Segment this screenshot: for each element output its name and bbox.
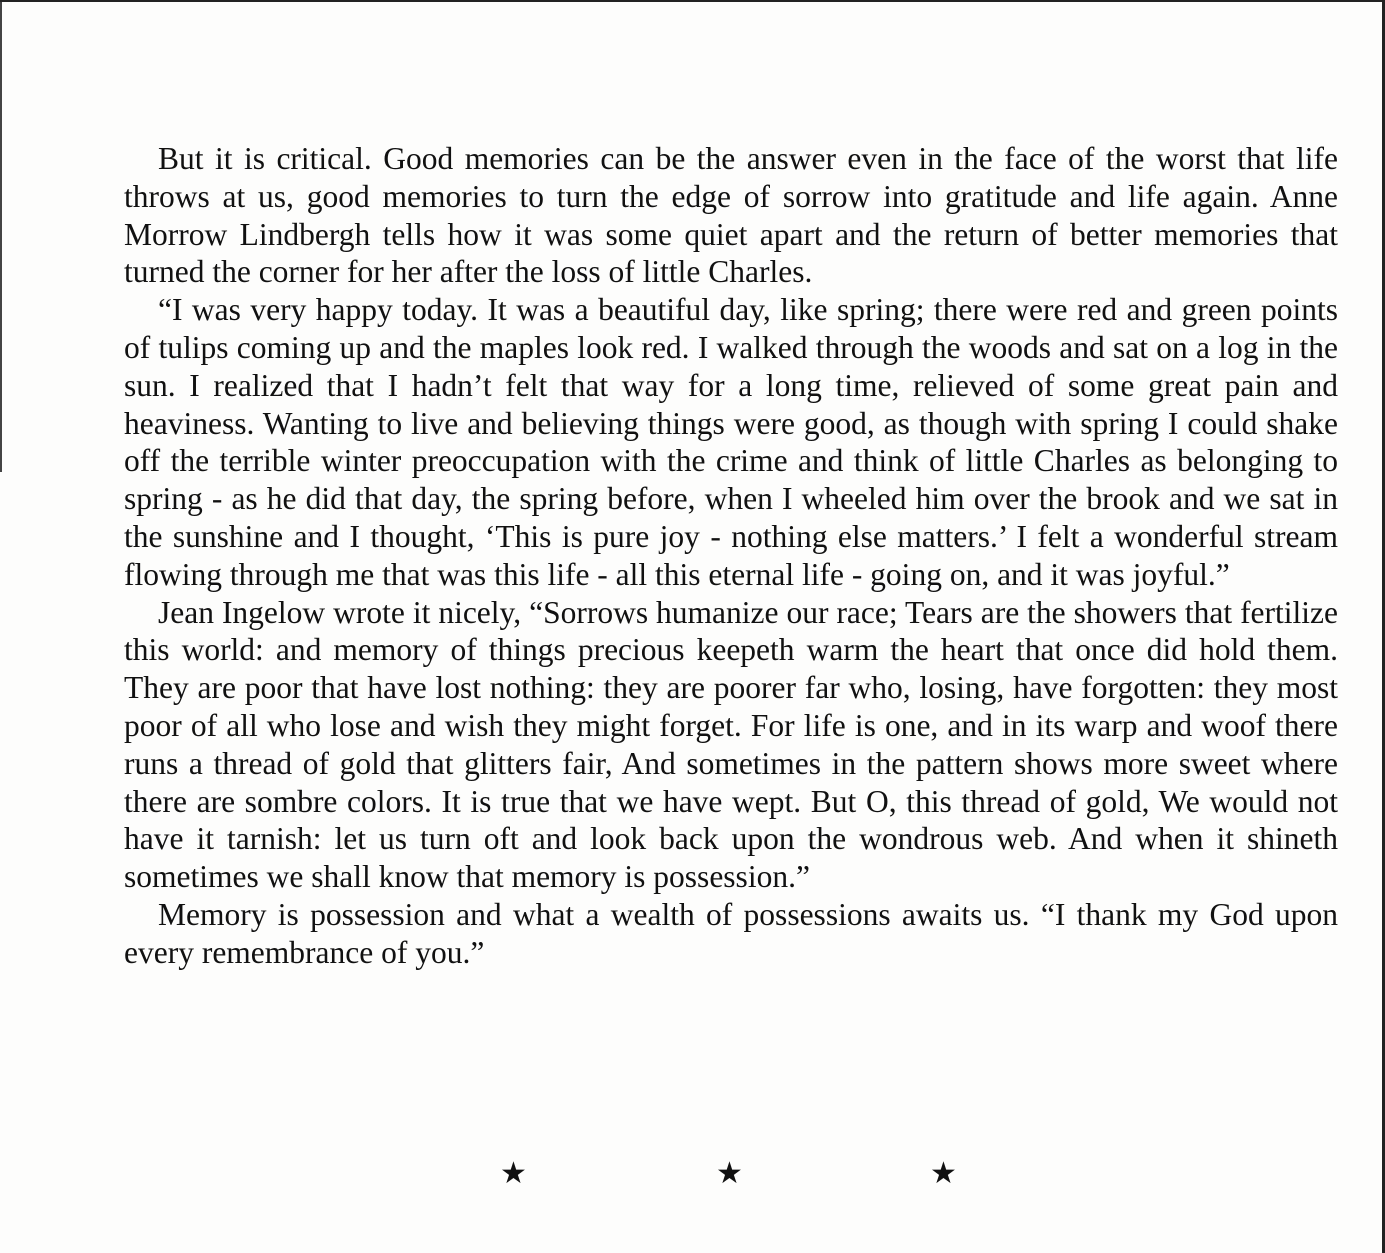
paragraph-lindbergh-quote: “I was very happy today. It was a beautiful day, like spring; there were red and green points of tulips coming up and the maples look red. I walked through the woods and sat on a log in the sun. I realized that I hadn’t felt that way for a long time, relieved of some great pain and heaviness. Wanting to live and believing things were good, as though with spring I could shake off the terrible winter preoccupation with the crime and think of little Charles as belonging to spring - as he did that day, the spring before, when I wheeled him over the brook and we sat in the sunshine and I thought, ‘This is pure joy - nothing else matters.’ I felt a wonderful stream flowing through me that was this life - all this eternal life - going on, and it was joyful.” [124, 292, 1338, 592]
paragraph-critical: But it is critical. Good memories can be the answer even in the face of the worst that life throws at us, good memories to turn the edge of sorrow into gratitude and life again. Anne Morrow Lindbergh tells how it was some quiet apart and the return of better memories that turned the corner for her after the loss of little Charles. [124, 141, 1338, 290]
star-icon: ★ [930, 1156, 957, 1191]
paragraph-ingelow-quote: Jean Ingelow wrote it nicely, “Sorrows humanize our race; Tears are the showers that fertilize this world: and memory of things precious keepeth warm the heart that once did hold them. They are poor that have lost nothing: they are poorer far who, losing, have forgotten: they most poor of all who lose and wish they might forget. For life is one, and in its warp and woof there runs a thread of gold that glitters fair, And sometimes in the pattern shows more sweet where there are sombre colors. It is true that we have wept. But O, this thread of gold, We would not have it tarnish: let us turn oft and look back upon the wondrous web. And when it shineth sometimes we shall know that memory is possession.” [124, 594, 1338, 895]
page-edge-line [0, 2, 2, 472]
star-icon: ★ [716, 1156, 743, 1191]
star-icon: ★ [500, 1156, 527, 1191]
paragraph-memory-possession: Memory is possession and what a wealth of possessions awaits us. “I thank my God upon every remembrance of you.” [124, 896, 1338, 970]
section-separator [500, 1154, 970, 1194]
body-text [124, 140, 1338, 972]
